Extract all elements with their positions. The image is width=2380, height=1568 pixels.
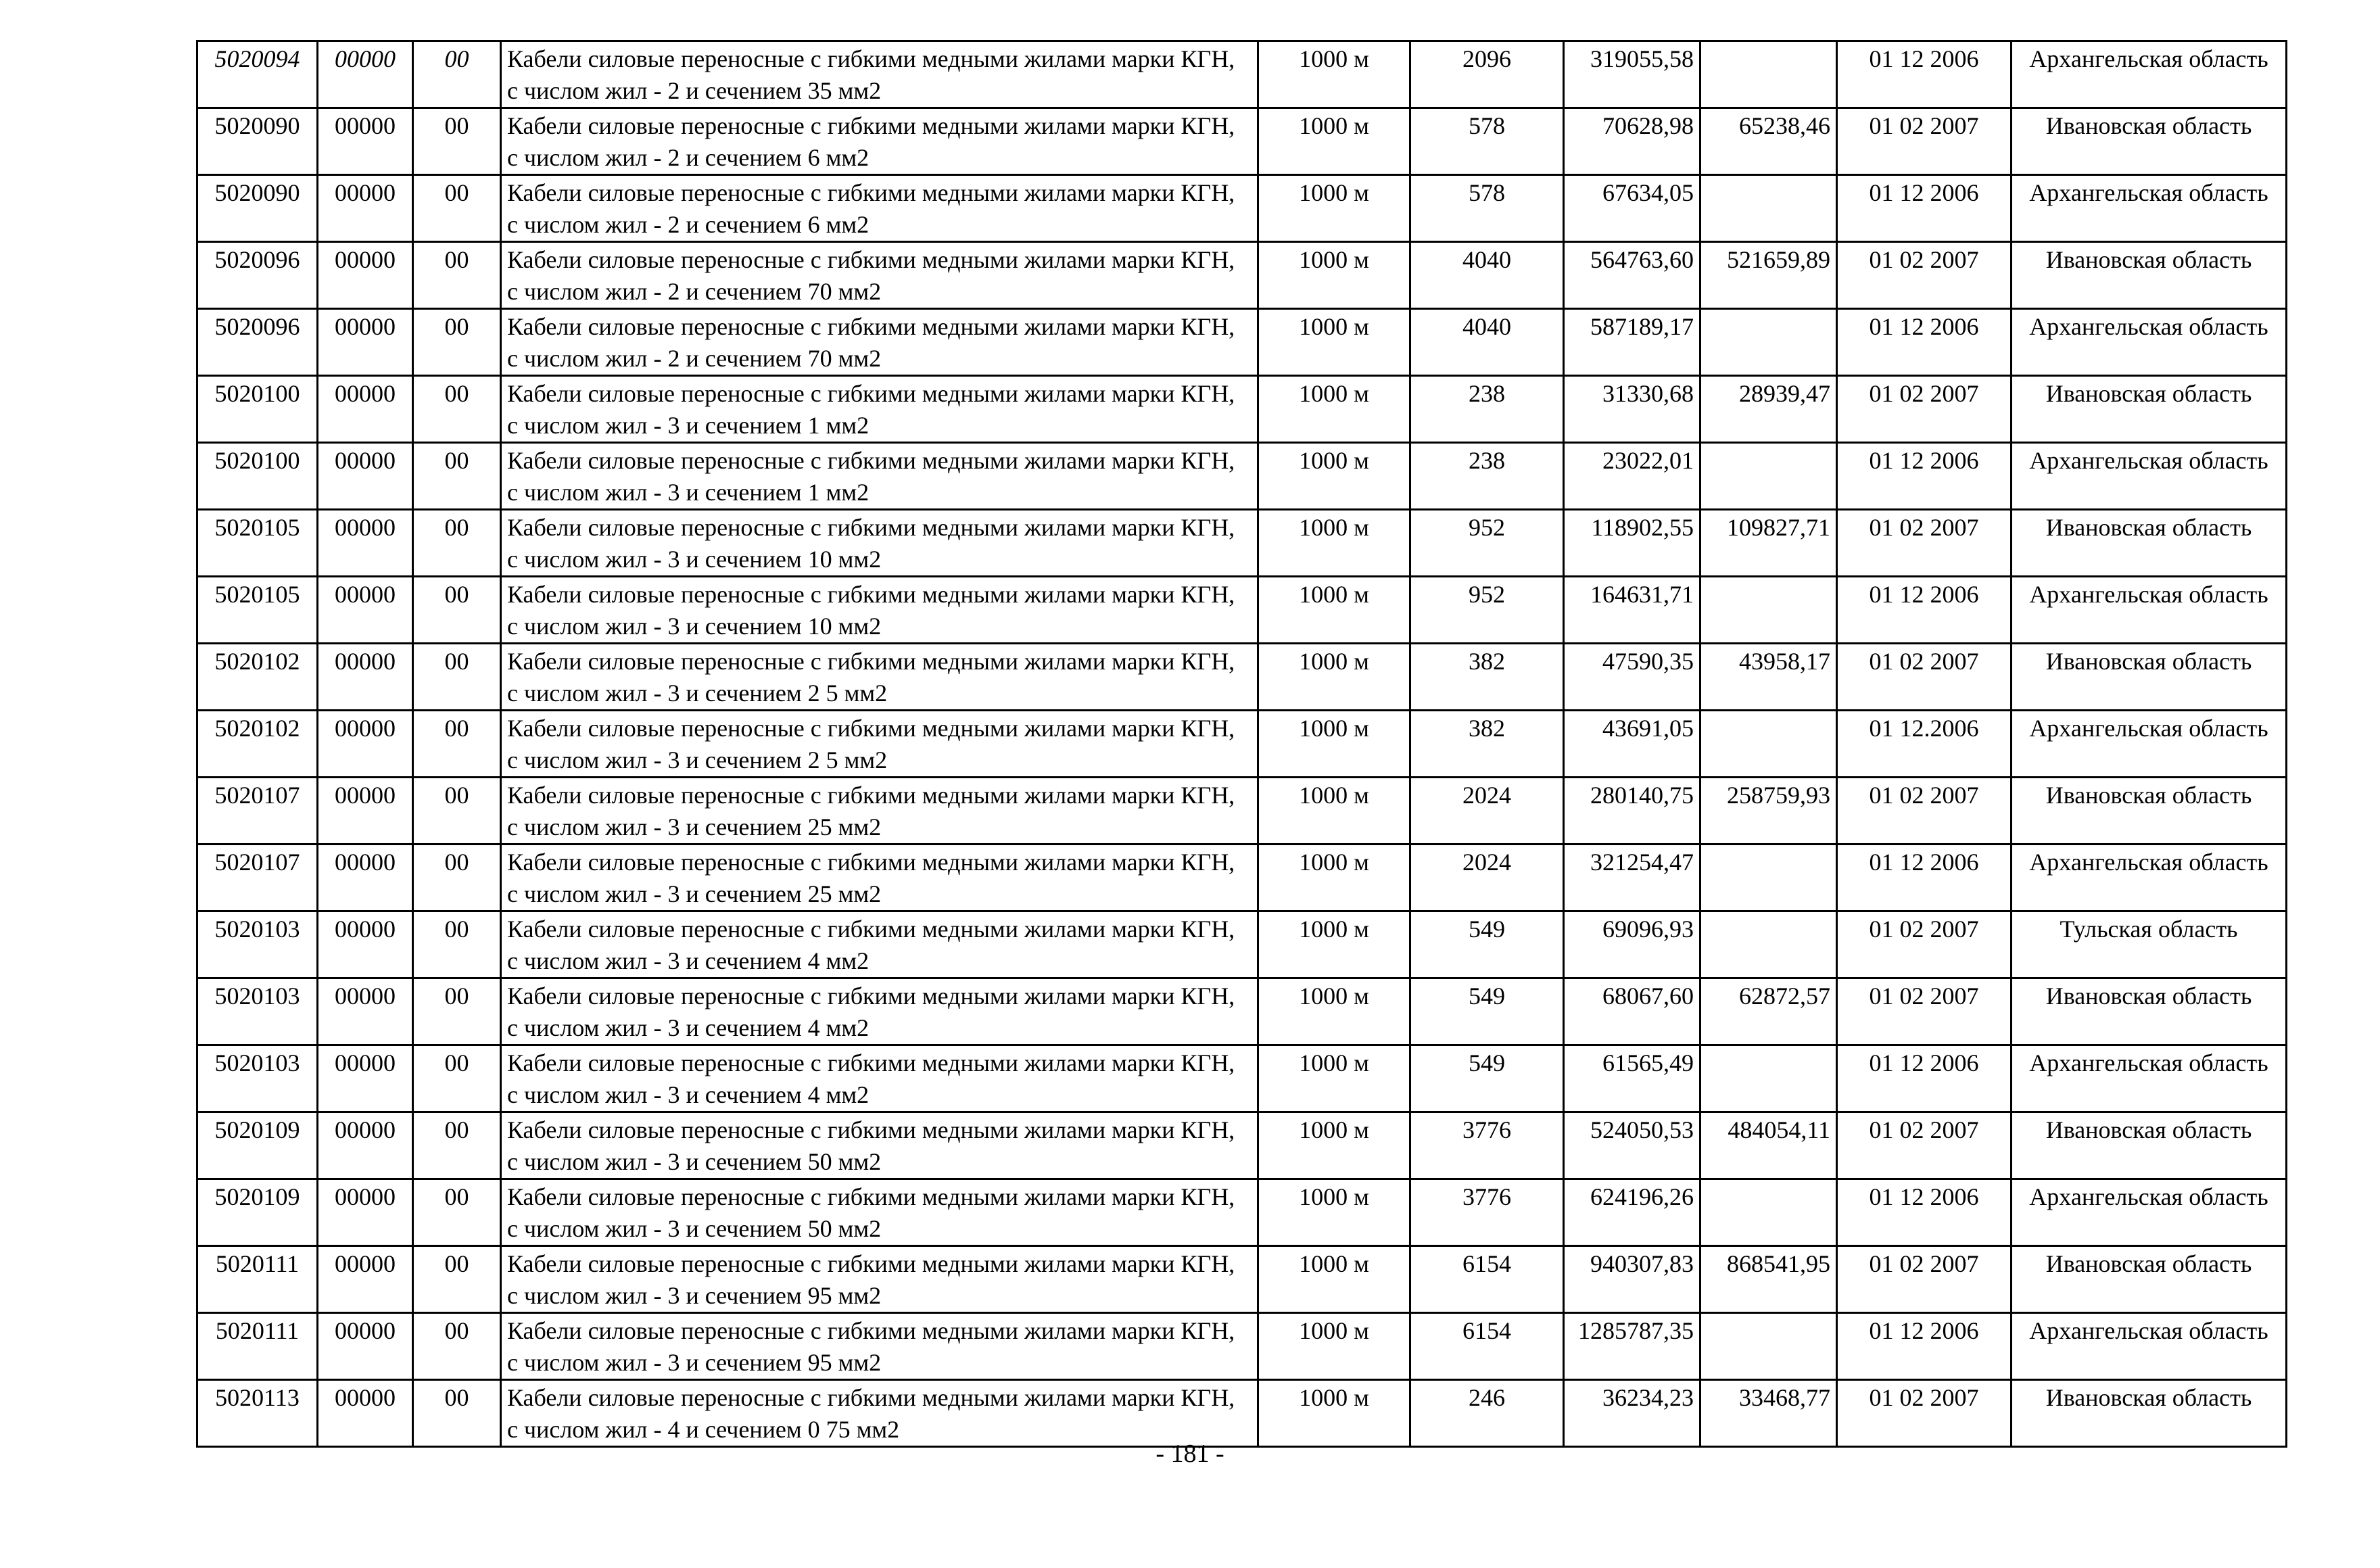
cell-date: 01 12 2006 xyxy=(1837,845,2012,911)
table-row xyxy=(197,577,2287,644)
cell-date: 01 12 2006 xyxy=(1837,41,2012,108)
cell-price2: 484054,11 xyxy=(1700,1112,1837,1179)
cell-region: Архангельская область xyxy=(2012,175,2287,242)
cell-sub1: 00000 xyxy=(318,1380,413,1447)
table-row xyxy=(197,376,2287,443)
cell-desc: Кабели силовые переносные с гибкими медными жилами марки КГН, с числом жил - 2 и сечением 6 мм2 xyxy=(501,108,1258,175)
table-row xyxy=(197,778,2287,845)
price-table xyxy=(196,40,2287,1448)
cell-price: 280140,75 xyxy=(1564,778,1700,845)
cell-region: Тульская область xyxy=(2012,911,2287,978)
cell-sub2: 00 xyxy=(413,242,501,309)
cell-qty: 3776 xyxy=(1410,1179,1564,1246)
cell-code: 5020105 xyxy=(197,577,318,644)
cell-desc: Кабели силовые переносные с гибкими медными жилами марки КГН, с числом жил - 3 и сечением 95 мм2 xyxy=(501,1313,1258,1380)
cell-region: Архангельская область xyxy=(2012,845,2287,911)
cell-unit: 1000 м xyxy=(1258,577,1410,644)
cell-date: 01 02 2007 xyxy=(1837,978,2012,1045)
cell-price: 43691,05 xyxy=(1564,711,1700,778)
cell-sub1: 00000 xyxy=(318,1246,413,1313)
table-body xyxy=(197,41,2287,1447)
cell-sub1: 00000 xyxy=(318,108,413,175)
cell-price2 xyxy=(1700,175,1837,242)
cell-desc: Кабели силовые переносные с гибкими медными жилами марки КГН, с числом жил - 3 и сечением 50 мм2 xyxy=(501,1179,1258,1246)
cell-qty: 6154 xyxy=(1410,1246,1564,1313)
cell-price2 xyxy=(1700,309,1837,376)
cell-qty: 952 xyxy=(1410,510,1564,577)
cell-desc: Кабели силовые переносные с гибкими медными жилами марки КГН, с числом жил - 3 и сечением 4 мм2 xyxy=(501,1045,1258,1112)
cell-desc: Кабели силовые переносные с гибкими медными жилами марки КГН, с числом жил - 2 и сечением 70 мм2 xyxy=(501,309,1258,376)
table-row xyxy=(197,242,2287,309)
cell-region: Ивановская область xyxy=(2012,242,2287,309)
cell-sub2: 00 xyxy=(413,1112,501,1179)
cell-qty: 246 xyxy=(1410,1380,1564,1447)
cell-unit: 1000 м xyxy=(1258,911,1410,978)
cell-price2: 521659,89 xyxy=(1700,242,1837,309)
cell-region: Архангельская область xyxy=(2012,711,2287,778)
cell-price2 xyxy=(1700,845,1837,911)
cell-region: Ивановская область xyxy=(2012,510,2287,577)
page-number: - 181 - xyxy=(1156,1440,1224,1468)
cell-date: 01 12 2006 xyxy=(1837,1045,2012,1112)
cell-qty: 4040 xyxy=(1410,242,1564,309)
cell-sub2: 00 xyxy=(413,1313,501,1380)
cell-sub1: 00000 xyxy=(318,1045,413,1112)
cell-desc: Кабели силовые переносные с гибкими медными жилами марки КГН, с числом жил - 3 и сечением 4 мм2 xyxy=(501,978,1258,1045)
cell-sub1: 00000 xyxy=(318,644,413,711)
cell-unit: 1000 м xyxy=(1258,108,1410,175)
cell-unit: 1000 м xyxy=(1258,443,1410,510)
cell-unit: 1000 м xyxy=(1258,1112,1410,1179)
cell-date: 01 12 2006 xyxy=(1837,309,2012,376)
cell-code: 5020107 xyxy=(197,778,318,845)
cell-qty: 578 xyxy=(1410,108,1564,175)
cell-code: 5020109 xyxy=(197,1179,318,1246)
table-row xyxy=(197,108,2287,175)
cell-price2: 43958,17 xyxy=(1700,644,1837,711)
cell-region: Ивановская область xyxy=(2012,978,2287,1045)
cell-date: 01 02 2007 xyxy=(1837,510,2012,577)
cell-region: Ивановская область xyxy=(2012,1112,2287,1179)
table-row xyxy=(197,443,2287,510)
cell-sub1: 00000 xyxy=(318,845,413,911)
table-row xyxy=(197,1112,2287,1179)
cell-qty: 382 xyxy=(1410,711,1564,778)
cell-sub1: 00000 xyxy=(318,911,413,978)
cell-sub2: 00 xyxy=(413,309,501,376)
cell-desc: Кабели силовые переносные с гибкими медными жилами марки КГН, с числом жил - 3 и сечением 2 5 мм2 xyxy=(501,644,1258,711)
cell-code: 5020102 xyxy=(197,711,318,778)
cell-unit: 1000 м xyxy=(1258,376,1410,443)
cell-price2: 109827,71 xyxy=(1700,510,1837,577)
cell-price: 23022,01 xyxy=(1564,443,1700,510)
cell-desc: Кабели силовые переносные с гибкими медными жилами марки КГН, с числом жил - 3 и сечением 4 мм2 xyxy=(501,911,1258,978)
cell-unit: 1000 м xyxy=(1258,41,1410,108)
cell-unit: 1000 м xyxy=(1258,778,1410,845)
cell-sub1: 00000 xyxy=(318,41,413,108)
table-row xyxy=(197,845,2287,911)
cell-desc: Кабели силовые переносные с гибкими медными жилами марки КГН, с числом жил - 3 и сечением 10 мм2 xyxy=(501,510,1258,577)
cell-sub2: 00 xyxy=(413,577,501,644)
cell-price2: 65238,46 xyxy=(1700,108,1837,175)
cell-date: 01 12 2006 xyxy=(1837,1179,2012,1246)
cell-code: 5020103 xyxy=(197,978,318,1045)
cell-sub2: 00 xyxy=(413,443,501,510)
cell-price: 31330,68 xyxy=(1564,376,1700,443)
cell-region: Архангельская область xyxy=(2012,1045,2287,1112)
cell-qty: 549 xyxy=(1410,978,1564,1045)
cell-qty: 2024 xyxy=(1410,778,1564,845)
cell-price: 118902,55 xyxy=(1564,510,1700,577)
cell-sub2: 00 xyxy=(413,845,501,911)
cell-price: 524050,53 xyxy=(1564,1112,1700,1179)
cell-price: 321254,47 xyxy=(1564,845,1700,911)
cell-price: 1285787,35 xyxy=(1564,1313,1700,1380)
cell-sub2: 00 xyxy=(413,41,501,108)
cell-price2: 868541,95 xyxy=(1700,1246,1837,1313)
cell-region: Ивановская область xyxy=(2012,778,2287,845)
table-row xyxy=(197,711,2287,778)
cell-price2 xyxy=(1700,1179,1837,1246)
table-row xyxy=(197,644,2287,711)
cell-price: 67634,05 xyxy=(1564,175,1700,242)
cell-date: 01 12 2006 xyxy=(1837,175,2012,242)
cell-desc: Кабели силовые переносные с гибкими медными жилами марки КГН, с числом жил - 3 и сечением 25 мм2 xyxy=(501,845,1258,911)
cell-desc: Кабели силовые переносные с гибкими медными жилами марки КГН, с числом жил - 2 и сечением 70 мм2 xyxy=(501,242,1258,309)
cell-qty: 549 xyxy=(1410,911,1564,978)
cell-qty: 3776 xyxy=(1410,1112,1564,1179)
cell-price2 xyxy=(1700,41,1837,108)
cell-date: 01 02 2007 xyxy=(1837,242,2012,309)
cell-sub2: 00 xyxy=(413,978,501,1045)
cell-code: 5020090 xyxy=(197,175,318,242)
cell-desc: Кабели силовые переносные с гибкими медными жилами марки КГН, с числом жил - 2 и сечением 35 мм2 xyxy=(501,41,1258,108)
cell-code: 5020111 xyxy=(197,1246,318,1313)
cell-region: Ивановская область xyxy=(2012,644,2287,711)
cell-date: 01 02 2007 xyxy=(1837,1380,2012,1447)
cell-date: 01 12 2006 xyxy=(1837,443,2012,510)
cell-unit: 1000 м xyxy=(1258,1380,1410,1447)
table-row xyxy=(197,1313,2287,1380)
cell-sub1: 00000 xyxy=(318,577,413,644)
cell-price: 319055,58 xyxy=(1564,41,1700,108)
cell-sub2: 00 xyxy=(413,510,501,577)
cell-date: 01 02 2007 xyxy=(1837,911,2012,978)
cell-region: Ивановская область xyxy=(2012,1380,2287,1447)
cell-qty: 382 xyxy=(1410,644,1564,711)
cell-code: 5020100 xyxy=(197,443,318,510)
cell-price: 164631,71 xyxy=(1564,577,1700,644)
cell-unit: 1000 м xyxy=(1258,1045,1410,1112)
cell-qty: 2096 xyxy=(1410,41,1564,108)
cell-sub1: 00000 xyxy=(318,309,413,376)
cell-region: Ивановская область xyxy=(2012,1246,2287,1313)
cell-unit: 1000 м xyxy=(1258,175,1410,242)
cell-price2 xyxy=(1700,911,1837,978)
cell-price2: 62872,57 xyxy=(1700,978,1837,1045)
table-row xyxy=(197,175,2287,242)
cell-code: 5020103 xyxy=(197,1045,318,1112)
cell-unit: 1000 м xyxy=(1258,309,1410,376)
cell-date: 01 02 2007 xyxy=(1837,376,2012,443)
cell-region: Архангельская область xyxy=(2012,1313,2287,1380)
cell-sub1: 00000 xyxy=(318,242,413,309)
cell-region: Ивановская область xyxy=(2012,108,2287,175)
cell-code: 5020105 xyxy=(197,510,318,577)
cell-unit: 1000 м xyxy=(1258,510,1410,577)
cell-price2 xyxy=(1700,443,1837,510)
cell-price2: 258759,93 xyxy=(1700,778,1837,845)
cell-date: 01 02 2007 xyxy=(1837,1246,2012,1313)
cell-price: 69096,93 xyxy=(1564,911,1700,978)
cell-sub2: 00 xyxy=(413,376,501,443)
cell-sub1: 00000 xyxy=(318,376,413,443)
cell-code: 5020103 xyxy=(197,911,318,978)
cell-unit: 1000 м xyxy=(1258,1313,1410,1380)
cell-unit: 1000 м xyxy=(1258,644,1410,711)
cell-unit: 1000 м xyxy=(1258,242,1410,309)
cell-price: 564763,60 xyxy=(1564,242,1700,309)
cell-sub2: 00 xyxy=(413,1380,501,1447)
cell-price2 xyxy=(1700,1313,1837,1380)
cell-region: Архангельская область xyxy=(2012,309,2287,376)
cell-desc: Кабели силовые переносные с гибкими медными жилами марки КГН, с числом жил - 3 и сечением 50 мм2 xyxy=(501,1112,1258,1179)
cell-desc: Кабели силовые переносные с гибкими медными жилами марки КГН, с числом жил - 3 и сечением 1 мм2 xyxy=(501,443,1258,510)
cell-code: 5020109 xyxy=(197,1112,318,1179)
cell-sub1: 00000 xyxy=(318,711,413,778)
cell-qty: 2024 xyxy=(1410,845,1564,911)
cell-region: Архангельская область xyxy=(2012,41,2287,108)
cell-sub2: 00 xyxy=(413,1179,501,1246)
cell-code: 5020096 xyxy=(197,242,318,309)
cell-sub1: 00000 xyxy=(318,978,413,1045)
cell-price: 68067,60 xyxy=(1564,978,1700,1045)
cell-code: 5020111 xyxy=(197,1313,318,1380)
cell-sub2: 00 xyxy=(413,175,501,242)
cell-unit: 1000 м xyxy=(1258,711,1410,778)
table-row xyxy=(197,309,2287,376)
cell-sub1: 00000 xyxy=(318,1313,413,1380)
table-row xyxy=(197,41,2287,108)
cell-qty: 238 xyxy=(1410,376,1564,443)
cell-unit: 1000 м xyxy=(1258,845,1410,911)
cell-desc: Кабели силовые переносные с гибкими медными жилами марки КГН, с числом жил - 3 и сечением 2 5 мм2 xyxy=(501,711,1258,778)
cell-sub2: 00 xyxy=(413,911,501,978)
cell-sub1: 00000 xyxy=(318,443,413,510)
cell-desc: Кабели силовые переносные с гибкими медными жилами марки КГН, с числом жил - 3 и сечением 1 мм2 xyxy=(501,376,1258,443)
cell-sub1: 00000 xyxy=(318,1179,413,1246)
cell-date: 01 02 2007 xyxy=(1837,1112,2012,1179)
cell-price2: 33468,77 xyxy=(1700,1380,1837,1447)
cell-date: 01 02 2007 xyxy=(1837,644,2012,711)
cell-price: 47590,35 xyxy=(1564,644,1700,711)
cell-qty: 952 xyxy=(1410,577,1564,644)
cell-qty: 4040 xyxy=(1410,309,1564,376)
cell-sub2: 00 xyxy=(413,778,501,845)
cell-date: 01 12 2006 xyxy=(1837,577,2012,644)
cell-sub2: 00 xyxy=(413,108,501,175)
cell-code: 5020090 xyxy=(197,108,318,175)
table-row xyxy=(197,911,2287,978)
cell-sub1: 00000 xyxy=(318,1112,413,1179)
cell-region: Ивановская область xyxy=(2012,376,2287,443)
cell-price: 624196,26 xyxy=(1564,1179,1700,1246)
cell-code: 5020094 xyxy=(197,41,318,108)
table-row xyxy=(197,1246,2287,1313)
cell-price: 940307,83 xyxy=(1564,1246,1700,1313)
table-row xyxy=(197,510,2287,577)
cell-price2: 28939,47 xyxy=(1700,376,1837,443)
cell-price: 61565,49 xyxy=(1564,1045,1700,1112)
cell-sub2: 00 xyxy=(413,644,501,711)
cell-desc: Кабели силовые переносные с гибкими медными жилами марки КГН, с числом жил - 3 и сечением 95 мм2 xyxy=(501,1246,1258,1313)
cell-code: 5020102 xyxy=(197,644,318,711)
cell-qty: 578 xyxy=(1410,175,1564,242)
cell-price: 587189,17 xyxy=(1564,309,1700,376)
cell-desc: Кабели силовые переносные с гибкими медными жилами марки КГН, с числом жил - 3 и сечением 25 мм2 xyxy=(501,778,1258,845)
cell-qty: 549 xyxy=(1410,1045,1564,1112)
cell-date: 01 02 2007 xyxy=(1837,778,2012,845)
cell-sub1: 00000 xyxy=(318,510,413,577)
cell-code: 5020100 xyxy=(197,376,318,443)
cell-sub2: 00 xyxy=(413,711,501,778)
table-row xyxy=(197,1179,2287,1246)
cell-price2 xyxy=(1700,711,1837,778)
cell-code: 5020113 xyxy=(197,1380,318,1447)
cell-price2 xyxy=(1700,1045,1837,1112)
cell-date: 01 12.2006 xyxy=(1837,711,2012,778)
cell-unit: 1000 м xyxy=(1258,978,1410,1045)
cell-region: Архангельская область xyxy=(2012,577,2287,644)
cell-sub2: 00 xyxy=(413,1045,501,1112)
cell-sub1: 00000 xyxy=(318,778,413,845)
cell-desc: Кабели силовые переносные с гибкими медными жилами марки КГН, с числом жил - 2 и сечением 6 мм2 xyxy=(501,175,1258,242)
table-row xyxy=(197,978,2287,1045)
cell-sub2: 00 xyxy=(413,1246,501,1313)
cell-unit: 1000 м xyxy=(1258,1246,1410,1313)
table-row xyxy=(197,1045,2287,1112)
cell-desc: Кабели силовые переносные с гибкими медными жилами марки КГН, с числом жил - 3 и сечением 10 мм2 xyxy=(501,577,1258,644)
cell-code: 5020107 xyxy=(197,845,318,911)
cell-qty: 238 xyxy=(1410,443,1564,510)
cell-code: 5020096 xyxy=(197,309,318,376)
cell-sub1: 00000 xyxy=(318,175,413,242)
cell-date: 01 12 2006 xyxy=(1837,1313,2012,1380)
table-row xyxy=(197,1380,2287,1447)
cell-date: 01 02 2007 xyxy=(1837,108,2012,175)
cell-desc: Кабели силовые переносные с гибкими медными жилами марки КГН, с числом жил - 4 и сечением 0 75 мм2 xyxy=(501,1380,1258,1447)
cell-price2 xyxy=(1700,577,1837,644)
cell-price: 70628,98 xyxy=(1564,108,1700,175)
cell-price: 36234,23 xyxy=(1564,1380,1700,1447)
cell-unit: 1000 м xyxy=(1258,1179,1410,1246)
cell-region: Архангельская область xyxy=(2012,443,2287,510)
cell-qty: 6154 xyxy=(1410,1313,1564,1380)
cell-region: Архангельская область xyxy=(2012,1179,2287,1246)
